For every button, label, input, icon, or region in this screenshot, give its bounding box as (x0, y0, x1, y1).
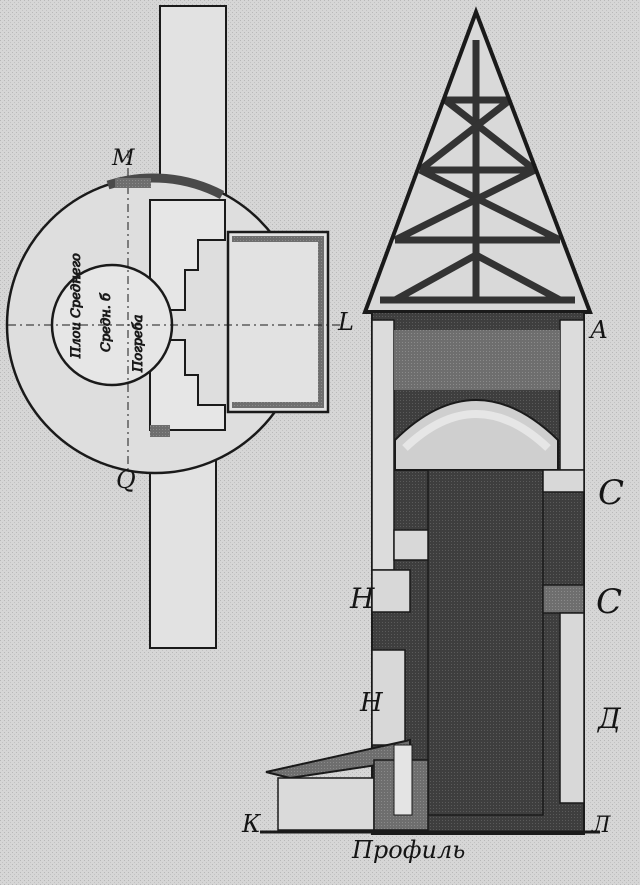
plan-inner-text-mid: Средн. б (99, 293, 114, 352)
stepped-left-wall (372, 570, 410, 745)
section-label-c-lower: С (596, 582, 623, 622)
upper-chamber (394, 330, 560, 390)
plan-right-room (228, 232, 328, 412)
plan-inner-text-left: Плои Среднего (69, 253, 84, 358)
plan-top-wing (160, 6, 226, 198)
section-label-g-right: Д (598, 702, 621, 735)
section-label-top-right: А (590, 316, 609, 344)
section-label-c-upper: С (598, 473, 625, 513)
plan-marker-bottom: Q (116, 466, 136, 494)
plan-right-room-wall-right (318, 236, 324, 408)
lean-to-room (278, 778, 374, 830)
plan-door-top (115, 178, 151, 188)
section-label-n-left: Н (360, 688, 383, 718)
section-label-h-left: Н (350, 582, 375, 615)
plan-door-bottom (150, 425, 170, 437)
section-label-bottom-right: Л (592, 813, 611, 838)
tower-left-wall (372, 320, 394, 570)
floor-band-left-1 (394, 530, 428, 560)
inner-shaft (428, 470, 543, 815)
plan-marker-top: М (112, 146, 135, 171)
tower-right-wall-lower (560, 613, 584, 803)
floor-band-right-2 (543, 585, 584, 613)
plan-inner-text-right: Погреба (131, 314, 146, 372)
plan-right-room-wall-top (232, 236, 324, 242)
lean-to-door (394, 745, 412, 815)
tower-right-wall-upper (560, 320, 584, 470)
plan-marker-right: L (338, 308, 354, 336)
floor-band-right-1 (543, 470, 584, 492)
section-label-k-left: К (242, 810, 261, 838)
plan-right-room-wall-bottom (232, 402, 324, 408)
section-caption: Профиль (352, 836, 466, 864)
